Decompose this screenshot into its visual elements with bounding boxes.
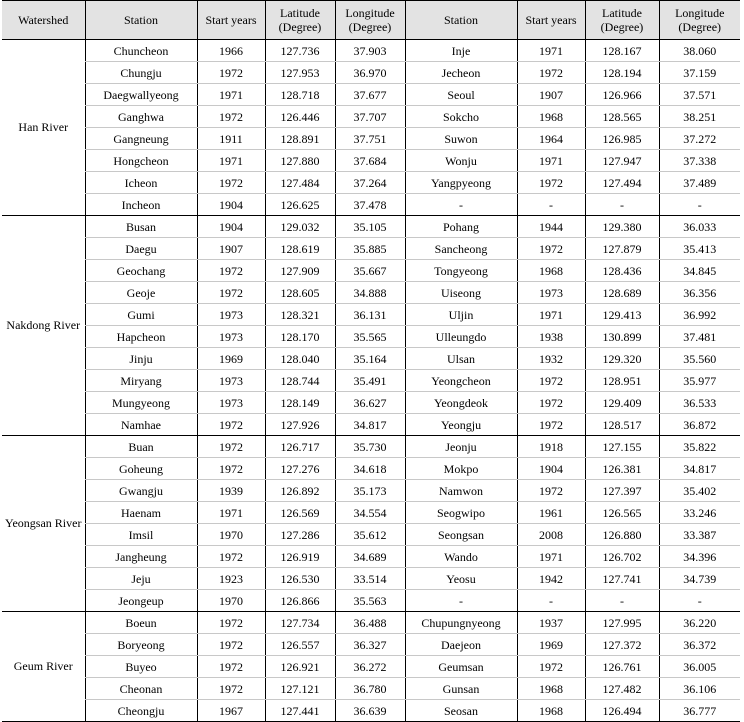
- station-cell: Yeosu: [405, 568, 517, 590]
- longitude-cell: 37.338: [659, 150, 740, 172]
- longitude-cell: 35.413: [659, 238, 740, 260]
- longitude-cell: 34.396: [659, 546, 740, 568]
- header-start-years-2: Start years: [517, 1, 585, 40]
- table-row: [2, 62, 740, 84]
- station-cell: Hongcheon: [85, 150, 197, 172]
- longitude-cell: 36.533: [659, 392, 740, 414]
- station-cell: Yeongcheon: [405, 370, 517, 392]
- table-row: [2, 172, 740, 194]
- station-cell: Gangneung: [85, 128, 197, 150]
- latitude-cell: 126.892: [265, 480, 335, 502]
- station-cell: Sancheong: [405, 238, 517, 260]
- latitude-cell: 128.040: [265, 348, 335, 370]
- longitude-cell: 36.272: [335, 656, 405, 678]
- table-row: [2, 304, 740, 326]
- table-row: [2, 326, 740, 348]
- latitude-cell: 126.381: [585, 458, 659, 480]
- start-year-cell: 1972: [197, 612, 265, 634]
- start-year-cell: 1968: [517, 260, 585, 282]
- table-row: [2, 436, 740, 458]
- longitude-cell: 34.845: [659, 260, 740, 282]
- start-year-cell: 1932: [517, 348, 585, 370]
- latitude-cell: 127.397: [585, 480, 659, 502]
- latitude-cell: 129.380: [585, 216, 659, 238]
- table-row: [2, 546, 740, 568]
- longitude-cell: 37.159: [659, 62, 740, 84]
- start-year-cell: 1972: [517, 370, 585, 392]
- stations-table: [2, 0, 740, 722]
- start-year-cell: 1972: [197, 546, 265, 568]
- longitude-cell: 36.106: [659, 678, 740, 700]
- start-year-cell: 1972: [517, 392, 585, 414]
- latitude-cell: 127.121: [265, 678, 335, 700]
- longitude-cell: 35.977: [659, 370, 740, 392]
- station-cell: Jecheon: [405, 62, 517, 84]
- latitude-cell: 126.761: [585, 656, 659, 678]
- start-year-cell: 1972: [517, 238, 585, 260]
- latitude-cell: 128.718: [265, 84, 335, 106]
- longitude-cell: 35.565: [335, 326, 405, 348]
- longitude-cell: 35.730: [335, 436, 405, 458]
- table-row: [2, 656, 740, 678]
- latitude-cell: 126.530: [265, 568, 335, 590]
- latitude-cell: 126.921: [265, 656, 335, 678]
- latitude-cell: 126.702: [585, 546, 659, 568]
- start-year-cell: 1971: [517, 150, 585, 172]
- longitude-cell: 34.888: [335, 282, 405, 304]
- latitude-cell: 126.557: [265, 634, 335, 656]
- latitude-cell: 127.484: [265, 172, 335, 194]
- station-cell: Ulsan: [405, 348, 517, 370]
- start-year-cell: 1972: [517, 414, 585, 436]
- latitude-cell: 127.734: [265, 612, 335, 634]
- longitude-cell: 34.554: [335, 502, 405, 524]
- station-cell: Uiseong: [405, 282, 517, 304]
- latitude-cell: 126.985: [585, 128, 659, 150]
- station-cell: Buyeo: [85, 656, 197, 678]
- header-longitude: Longitude (Degree): [335, 1, 405, 40]
- longitude-cell: 35.173: [335, 480, 405, 502]
- longitude-cell: 35.822: [659, 436, 740, 458]
- longitude-cell: 36.780: [335, 678, 405, 700]
- station-cell: Chuncheon: [85, 40, 197, 62]
- station-cell: Gumi: [85, 304, 197, 326]
- latitude-cell: 128.689: [585, 282, 659, 304]
- station-cell: Sokcho: [405, 106, 517, 128]
- latitude-cell: 128.170: [265, 326, 335, 348]
- latitude-cell: -: [585, 194, 659, 216]
- table-row: [2, 348, 740, 370]
- table-row: [2, 40, 740, 62]
- table-row: [2, 568, 740, 590]
- start-year-cell: 1971: [517, 40, 585, 62]
- station-cell: Goheung: [85, 458, 197, 480]
- header-longitude-2: Longitude (Degree): [659, 1, 740, 40]
- station-cell: Jangheung: [85, 546, 197, 568]
- latitude-cell: 128.619: [265, 238, 335, 260]
- watershed-cell: Geum River: [2, 612, 85, 722]
- start-year-cell: 1973: [197, 304, 265, 326]
- watershed-cell: Han River: [2, 40, 85, 216]
- longitude-cell: 36.627: [335, 392, 405, 414]
- latitude-cell: 129.320: [585, 348, 659, 370]
- longitude-cell: 36.356: [659, 282, 740, 304]
- latitude-cell: 130.899: [585, 326, 659, 348]
- station-cell: Namhae: [85, 414, 197, 436]
- latitude-cell: 127.441: [265, 700, 335, 722]
- station-cell: Hapcheon: [85, 326, 197, 348]
- start-year-cell: 1973: [197, 392, 265, 414]
- table-row: [2, 392, 740, 414]
- latitude-cell: 126.446: [265, 106, 335, 128]
- station-cell: Wando: [405, 546, 517, 568]
- start-year-cell: 1971: [197, 502, 265, 524]
- longitude-cell: 37.677: [335, 84, 405, 106]
- table-row: [2, 590, 740, 612]
- start-year-cell: 1972: [197, 436, 265, 458]
- station-cell: Busan: [85, 216, 197, 238]
- start-year-cell: 1918: [517, 436, 585, 458]
- table-row: [2, 194, 740, 216]
- station-cell: Gunsan: [405, 678, 517, 700]
- longitude-cell: 35.612: [335, 524, 405, 546]
- start-year-cell: 1973: [197, 370, 265, 392]
- station-cell: Yeongju: [405, 414, 517, 436]
- table-row: [2, 238, 740, 260]
- longitude-cell: 33.246: [659, 502, 740, 524]
- station-cell: Haenam: [85, 502, 197, 524]
- table-row: [2, 106, 740, 128]
- longitude-cell: 37.264: [335, 172, 405, 194]
- longitude-cell: 35.667: [335, 260, 405, 282]
- start-year-cell: 1968: [517, 700, 585, 722]
- header-start-years: Start years: [197, 1, 265, 40]
- latitude-cell: 128.565: [585, 106, 659, 128]
- station-cell: Pohang: [405, 216, 517, 238]
- latitude-cell: 127.372: [585, 634, 659, 656]
- table-row: [2, 524, 740, 546]
- start-year-cell: 1972: [517, 62, 585, 84]
- start-year-cell: 1966: [197, 40, 265, 62]
- latitude-cell: 127.286: [265, 524, 335, 546]
- latitude-cell: 128.436: [585, 260, 659, 282]
- table-row: [2, 216, 740, 238]
- start-year-cell: 1972: [197, 678, 265, 700]
- table-row: [2, 150, 740, 172]
- header-watershed: Watershed: [2, 1, 85, 40]
- latitude-cell: 126.565: [585, 502, 659, 524]
- station-cell: -: [405, 194, 517, 216]
- start-year-cell: -: [517, 590, 585, 612]
- longitude-cell: 37.684: [335, 150, 405, 172]
- longitude-cell: 37.489: [659, 172, 740, 194]
- latitude-cell: 126.919: [265, 546, 335, 568]
- longitude-cell: 36.970: [335, 62, 405, 84]
- station-cell: Chupungnyeong: [405, 612, 517, 634]
- station-cell: Ganghwa: [85, 106, 197, 128]
- longitude-cell: 37.903: [335, 40, 405, 62]
- station-cell: Inje: [405, 40, 517, 62]
- table-body: [2, 40, 740, 722]
- station-cell: Seogwipo: [405, 502, 517, 524]
- latitude-cell: 128.891: [265, 128, 335, 150]
- station-cell: Geoje: [85, 282, 197, 304]
- longitude-cell: 36.033: [659, 216, 740, 238]
- latitude-cell: 127.736: [265, 40, 335, 62]
- station-cell: Jeju: [85, 568, 197, 590]
- longitude-cell: 37.272: [659, 128, 740, 150]
- start-year-cell: 1923: [197, 568, 265, 590]
- latitude-cell: 127.276: [265, 458, 335, 480]
- latitude-cell: 128.194: [585, 62, 659, 84]
- table-row: [2, 282, 740, 304]
- start-year-cell: 1907: [197, 238, 265, 260]
- station-cell: Mokpo: [405, 458, 517, 480]
- latitude-cell: -: [585, 590, 659, 612]
- station-cell: Seoul: [405, 84, 517, 106]
- header-station: Station: [85, 1, 197, 40]
- longitude-cell: 36.005: [659, 656, 740, 678]
- start-year-cell: 1971: [517, 304, 585, 326]
- header-row: [2, 1, 740, 40]
- latitude-cell: 128.744: [265, 370, 335, 392]
- station-cell: Jeonju: [405, 436, 517, 458]
- start-year-cell: 1970: [197, 590, 265, 612]
- start-year-cell: 1911: [197, 128, 265, 150]
- longitude-cell: 35.491: [335, 370, 405, 392]
- latitude-cell: 127.926: [265, 414, 335, 436]
- latitude-cell: 128.951: [585, 370, 659, 392]
- station-cell: Ulleungdo: [405, 326, 517, 348]
- longitude-cell: 33.387: [659, 524, 740, 546]
- start-year-cell: 1971: [517, 546, 585, 568]
- latitude-cell: 126.625: [265, 194, 335, 216]
- latitude-cell: 127.482: [585, 678, 659, 700]
- latitude-cell: 129.409: [585, 392, 659, 414]
- header-latitude-2: Latitude (Degree): [585, 1, 659, 40]
- longitude-cell: 34.739: [659, 568, 740, 590]
- longitude-cell: 35.560: [659, 348, 740, 370]
- longitude-cell: 37.751: [335, 128, 405, 150]
- latitude-cell: 126.717: [265, 436, 335, 458]
- longitude-cell: -: [659, 194, 740, 216]
- latitude-cell: 126.966: [585, 84, 659, 106]
- longitude-cell: 36.372: [659, 634, 740, 656]
- start-year-cell: 1944: [517, 216, 585, 238]
- header-latitude: Latitude (Degree): [265, 1, 335, 40]
- start-year-cell: 1972: [197, 62, 265, 84]
- station-cell: Mungyeong: [85, 392, 197, 414]
- station-cell: Buan: [85, 436, 197, 458]
- table-row: [2, 84, 740, 106]
- latitude-cell: 128.149: [265, 392, 335, 414]
- station-cell: Tongyeong: [405, 260, 517, 282]
- station-cell: Geochang: [85, 260, 197, 282]
- table-row: [2, 502, 740, 524]
- station-cell: -: [405, 590, 517, 612]
- table-row: [2, 634, 740, 656]
- start-year-cell: 1972: [517, 656, 585, 678]
- start-year-cell: 1968: [517, 678, 585, 700]
- station-cell: Boryeong: [85, 634, 197, 656]
- longitude-cell: 35.402: [659, 480, 740, 502]
- table-row: [2, 370, 740, 392]
- longitude-cell: 36.220: [659, 612, 740, 634]
- latitude-cell: 126.494: [585, 700, 659, 722]
- longitude-cell: 36.639: [335, 700, 405, 722]
- start-year-cell: 1967: [197, 700, 265, 722]
- station-cell: Gwangju: [85, 480, 197, 502]
- start-year-cell: 1904: [197, 216, 265, 238]
- station-cell: Jinju: [85, 348, 197, 370]
- start-year-cell: 1972: [197, 414, 265, 436]
- station-cell: Uljin: [405, 304, 517, 326]
- table-row: [2, 612, 740, 634]
- start-year-cell: 1972: [197, 634, 265, 656]
- station-cell: Daegwallyeong: [85, 84, 197, 106]
- start-year-cell: 1969: [197, 348, 265, 370]
- longitude-cell: 37.481: [659, 326, 740, 348]
- station-cell: Geumsan: [405, 656, 517, 678]
- start-year-cell: -: [517, 194, 585, 216]
- latitude-cell: 129.032: [265, 216, 335, 238]
- start-year-cell: 1961: [517, 502, 585, 524]
- latitude-cell: 127.947: [585, 150, 659, 172]
- station-cell: Seosan: [405, 700, 517, 722]
- longitude-cell: 36.992: [659, 304, 740, 326]
- latitude-cell: 128.167: [585, 40, 659, 62]
- longitude-cell: 34.618: [335, 458, 405, 480]
- station-cell: Cheongju: [85, 700, 197, 722]
- start-year-cell: 1939: [197, 480, 265, 502]
- station-cell: Yangpyeong: [405, 172, 517, 194]
- latitude-cell: 128.605: [265, 282, 335, 304]
- longitude-cell: 36.327: [335, 634, 405, 656]
- latitude-cell: 127.880: [265, 150, 335, 172]
- start-year-cell: 1972: [197, 282, 265, 304]
- longitude-cell: 36.777: [659, 700, 740, 722]
- longitude-cell: 38.251: [659, 106, 740, 128]
- start-year-cell: 1937: [517, 612, 585, 634]
- watershed-cell: Nakdong River: [2, 216, 85, 436]
- start-year-cell: 1971: [197, 150, 265, 172]
- table-row: [2, 414, 740, 436]
- station-cell: Seongsan: [405, 524, 517, 546]
- latitude-cell: 127.953: [265, 62, 335, 84]
- latitude-cell: 127.494: [585, 172, 659, 194]
- latitude-cell: 127.155: [585, 436, 659, 458]
- start-year-cell: 1973: [517, 282, 585, 304]
- header-station-2: Station: [405, 1, 517, 40]
- start-year-cell: 1907: [517, 84, 585, 106]
- station-cell: Wonju: [405, 150, 517, 172]
- longitude-cell: 35.885: [335, 238, 405, 260]
- start-year-cell: 1964: [517, 128, 585, 150]
- longitude-cell: 36.488: [335, 612, 405, 634]
- start-year-cell: 1904: [197, 194, 265, 216]
- start-year-cell: 2008: [517, 524, 585, 546]
- station-cell: Cheonan: [85, 678, 197, 700]
- start-year-cell: 1972: [517, 172, 585, 194]
- start-year-cell: 1972: [197, 458, 265, 480]
- station-cell: Namwon: [405, 480, 517, 502]
- station-cell: Boeun: [85, 612, 197, 634]
- table-row: [2, 480, 740, 502]
- start-year-cell: 1942: [517, 568, 585, 590]
- start-year-cell: 1904: [517, 458, 585, 480]
- table-row: [2, 128, 740, 150]
- longitude-cell: 36.872: [659, 414, 740, 436]
- station-cell: Daegu: [85, 238, 197, 260]
- longitude-cell: 36.131: [335, 304, 405, 326]
- latitude-cell: 127.879: [585, 238, 659, 260]
- longitude-cell: 35.164: [335, 348, 405, 370]
- longitude-cell: 33.514: [335, 568, 405, 590]
- longitude-cell: -: [659, 590, 740, 612]
- longitude-cell: 35.563: [335, 590, 405, 612]
- table-row: [2, 458, 740, 480]
- start-year-cell: 1970: [197, 524, 265, 546]
- longitude-cell: 34.817: [335, 414, 405, 436]
- longitude-cell: 37.707: [335, 106, 405, 128]
- latitude-cell: 127.909: [265, 260, 335, 282]
- longitude-cell: 35.105: [335, 216, 405, 238]
- latitude-cell: 126.569: [265, 502, 335, 524]
- watershed-cell: Yeongsan River: [2, 436, 85, 612]
- station-cell: Imsil: [85, 524, 197, 546]
- station-cell: Jeongeup: [85, 590, 197, 612]
- longitude-cell: 34.817: [659, 458, 740, 480]
- latitude-cell: 128.321: [265, 304, 335, 326]
- latitude-cell: 127.741: [585, 568, 659, 590]
- latitude-cell: 126.880: [585, 524, 659, 546]
- table-row: [2, 678, 740, 700]
- start-year-cell: 1972: [197, 172, 265, 194]
- station-cell: Chungju: [85, 62, 197, 84]
- station-cell: Yeongdeok: [405, 392, 517, 414]
- start-year-cell: 1972: [197, 656, 265, 678]
- longitude-cell: 34.689: [335, 546, 405, 568]
- start-year-cell: 1972: [197, 260, 265, 282]
- longitude-cell: 38.060: [659, 40, 740, 62]
- station-cell: Daejeon: [405, 634, 517, 656]
- start-year-cell: 1972: [197, 106, 265, 128]
- table-row: [2, 700, 740, 722]
- station-cell: Icheon: [85, 172, 197, 194]
- longitude-cell: 37.571: [659, 84, 740, 106]
- table-row: [2, 260, 740, 282]
- start-year-cell: 1972: [517, 480, 585, 502]
- table-header: [2, 1, 740, 40]
- start-year-cell: 1938: [517, 326, 585, 348]
- latitude-cell: 126.866: [265, 590, 335, 612]
- latitude-cell: 129.413: [585, 304, 659, 326]
- latitude-cell: 127.995: [585, 612, 659, 634]
- start-year-cell: 1971: [197, 84, 265, 106]
- latitude-cell: 128.517: [585, 414, 659, 436]
- station-cell: Miryang: [85, 370, 197, 392]
- station-cell: Suwon: [405, 128, 517, 150]
- station-cell: Incheon: [85, 194, 197, 216]
- start-year-cell: 1968: [517, 106, 585, 128]
- start-year-cell: 1973: [197, 326, 265, 348]
- start-year-cell: 1969: [517, 634, 585, 656]
- longitude-cell: 37.478: [335, 194, 405, 216]
